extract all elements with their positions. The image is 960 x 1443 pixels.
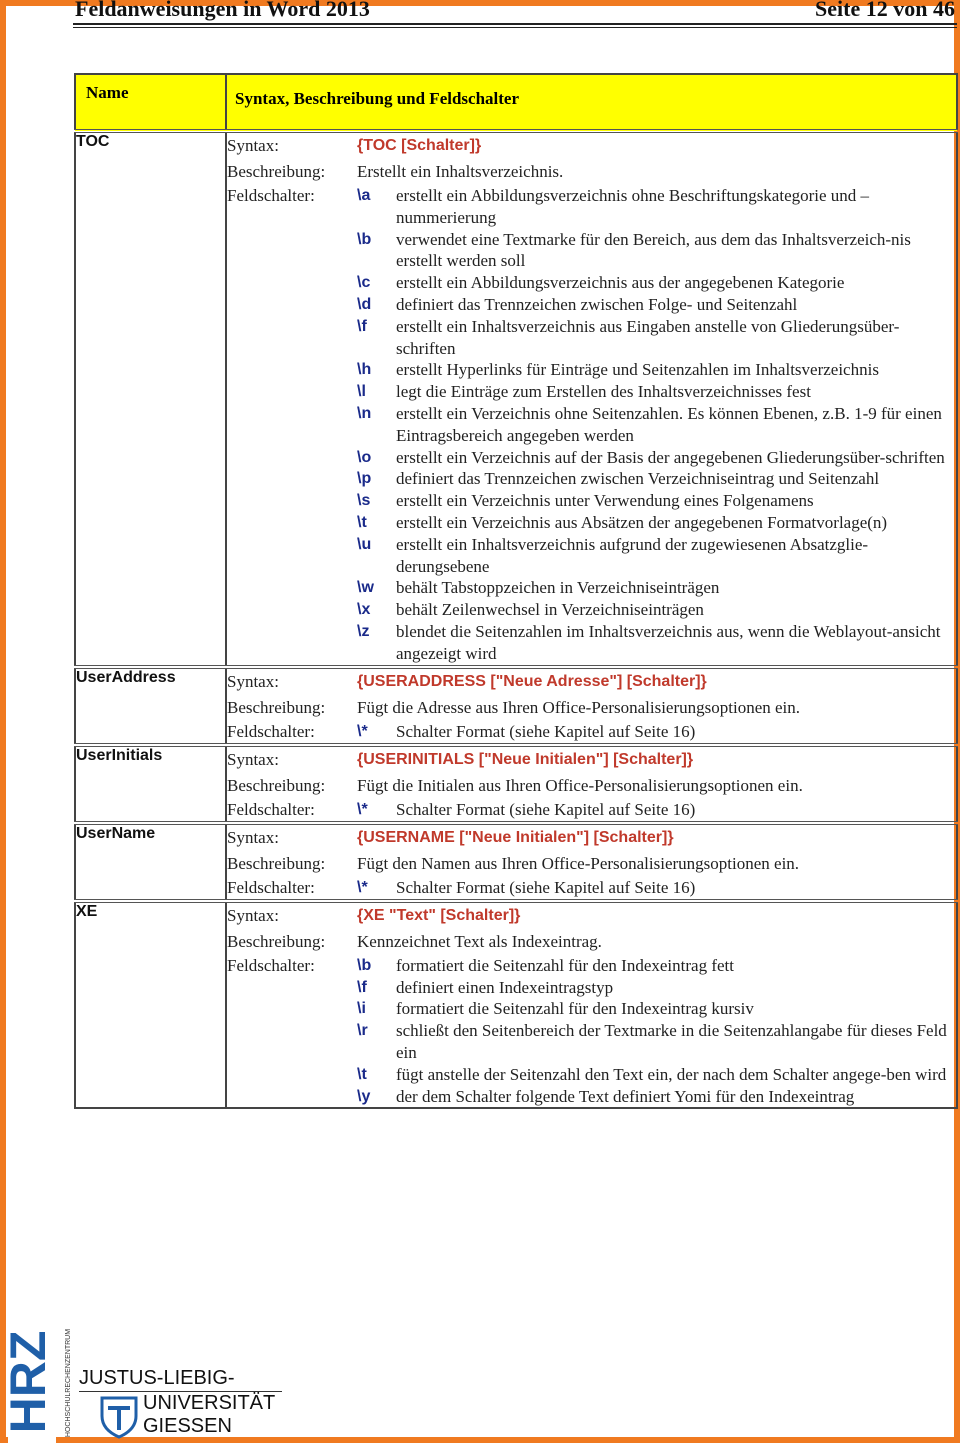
syntax-value: {USERNAME ["Neue Initialen"] [Schalter]} [357, 828, 674, 846]
switch-item [357, 599, 956, 621]
switch-key: \* [357, 800, 368, 818]
field-details [226, 901, 957, 1109]
switch-item [357, 468, 956, 490]
description-label: Beschreibung: [227, 697, 326, 717]
switch-line [227, 447, 956, 469]
switch-key: \n [357, 404, 372, 422]
table-row [75, 901, 957, 1109]
switch-line [227, 359, 956, 381]
switches-label: Feldschalter: [227, 877, 315, 897]
switch-description: formatiert die Seitenzahl für den Indexeintrag fett [396, 955, 734, 975]
description-label: Beschreibung: [227, 931, 326, 951]
description-line [227, 929, 956, 955]
switch-description: erstellt ein Verzeichnis auf der Basis der angegebenen Gliederungsüber-schriften [396, 447, 945, 467]
switch-line [227, 599, 956, 621]
switch-description: legt die Einträge zum Erstellen des Inhaltsverzeichnisses fest [396, 382, 811, 402]
switch-description: erstellt Hyperlinks für Einträge und Seitenzahlen im Inhaltsverzeichnis [396, 360, 879, 380]
switch-line [227, 272, 956, 294]
switch-description: der dem Schalter folgende Text definiert Yomi für den Indexeintrag [396, 1086, 855, 1106]
description-line [227, 695, 956, 721]
syntax-line [227, 669, 956, 695]
syntax-value: {XE "Text" [Schalter]} [357, 906, 521, 924]
table-row [75, 823, 957, 901]
switch-item [357, 403, 956, 447]
switches-label-spacer [227, 599, 357, 621]
switch-description: behält Zeilenwechsel in Verzeichniseinträgen [396, 600, 704, 620]
logo-vertical-caption [62, 1328, 74, 1438]
switch-line [227, 721, 956, 743]
description-line [227, 773, 956, 799]
switches-label: Feldschalter: [227, 186, 315, 205]
switches-label-spacer [227, 294, 357, 316]
switch-line [227, 998, 956, 1020]
switch-item [357, 294, 956, 316]
switch-line [227, 799, 956, 821]
switch-item [357, 272, 956, 294]
table-row [75, 745, 957, 823]
switch-key: \o [357, 448, 372, 466]
switch-line [227, 1020, 956, 1064]
switch-line [227, 185, 956, 229]
description-label: Beschreibung: [227, 162, 326, 181]
switch-key: \b [357, 230, 372, 248]
switch-description: formatiert die Seitenzahl für den Indexeintrag kursiv [396, 999, 754, 1019]
switch-line [227, 403, 956, 447]
page-header [75, 0, 955, 22]
switch-line [227, 1086, 956, 1108]
page-number: Seite 12 von 46 [815, 0, 955, 21]
switch-item [357, 359, 956, 381]
switches-label-spacer [227, 403, 357, 447]
description-value: Kennzeichnet Text als Indexeintrag. [357, 931, 602, 951]
switches-label-spacer [227, 272, 357, 294]
table-row [75, 131, 957, 667]
switches-label-spacer [227, 490, 357, 512]
switch-key: \r [357, 1022, 368, 1040]
switch-item [357, 490, 956, 512]
switch-item [357, 185, 956, 229]
description-value: Fügt die Initialen aus Ihren Office-Personalisierungsoptionen ein. [357, 775, 803, 795]
field-details [226, 823, 957, 901]
field-table [74, 73, 958, 1109]
field-details [226, 745, 957, 823]
switch-key: \y [357, 1087, 371, 1105]
syntax-line [227, 903, 956, 929]
switch-item [357, 977, 956, 999]
switch-line [227, 468, 956, 490]
switches-label-spacer [227, 621, 357, 665]
switch-key: \f [357, 317, 367, 335]
document-title: Feldanweisungen in Word 2013 [75, 0, 370, 21]
switch-key: \l [357, 383, 366, 401]
switch-key: \d [357, 295, 372, 313]
switch-item [357, 721, 956, 743]
switches-label: Feldschalter: [227, 799, 315, 819]
switch-key: \s [357, 492, 371, 510]
switch-line [227, 381, 956, 403]
switch-description: definiert einen Indexeintragstyp [396, 977, 614, 997]
university-name-line1: JUSTUS-LIEBIG- [79, 1367, 235, 1389]
field-details [226, 667, 957, 745]
switch-item [357, 512, 956, 534]
switches-label-spacer [227, 381, 357, 403]
switch-key: \* [357, 722, 368, 740]
switch-line [227, 1064, 956, 1086]
switch-line [227, 316, 956, 360]
switches-label-spacer [227, 534, 357, 578]
switch-description: erstellt ein Verzeichnis aus Absätzen der angegebenen Formatvorlage(n) [396, 512, 888, 532]
switch-description: erstellt ein Verzeichnis ohne Seitenzahlen. Es können Ebenen, z.B. 1-9 für einen Eintragsbereich angegeben werden [396, 403, 942, 445]
switch-key: \i [357, 1000, 366, 1018]
switch-item [357, 229, 956, 273]
switch-key: \z [357, 622, 370, 640]
switch-key: \h [357, 361, 372, 379]
syntax-label: Syntax: [227, 136, 279, 155]
description-value: Fügt die Adresse aus Ihren Office-Personalisierungsoptionen ein. [357, 697, 801, 717]
switch-line [227, 534, 956, 578]
switch-key: \u [357, 535, 372, 553]
switch-description: erstellt ein Inhaltsverzeichnis aufgrund der zugewiesenen Absatzglie-derungsebene [396, 534, 869, 576]
switch-item [357, 877, 956, 899]
description-line [227, 159, 956, 185]
switch-description: verwendet eine Textmarke für den Bereich, aus dem das Inhaltsverzeich-nis erstellt werden soll [396, 229, 911, 271]
switches-label-spacer [227, 468, 357, 490]
logo-letters: HRZ [0, 1330, 57, 1434]
switches-label: Feldschalter: [227, 721, 315, 741]
switch-item [357, 998, 956, 1020]
switch-key: \w [357, 579, 374, 597]
switches-label-spacer [227, 577, 357, 599]
syntax-label: Syntax: [227, 749, 279, 769]
switch-line [227, 877, 956, 899]
switch-line [227, 621, 956, 665]
syntax-label: Syntax: [227, 905, 279, 925]
column-header-syntax: Syntax, Beschreibung und Feldschalter [226, 74, 957, 131]
switch-description: blendet die Seitenzahlen im Inhaltsverzeichnis aus, wenn die Weblayout-ansicht angezeigt wird [396, 621, 941, 663]
switch-description: behält Tabstoppzeichen in Verzeichniseinträgen [396, 578, 720, 598]
switch-description: erstellt ein Verzeichnis unter Verwendung eines Folgenamens [396, 491, 814, 511]
syntax-label: Syntax: [227, 671, 279, 691]
switches-label-spacer [227, 447, 357, 469]
description-label: Beschreibung: [227, 775, 326, 795]
university-crest-icon [100, 1396, 138, 1438]
switch-line [227, 294, 956, 316]
switch-key: \x [357, 601, 371, 619]
switch-line [227, 229, 956, 273]
switch-item [357, 1064, 956, 1086]
switch-description: definiert das Trennzeichen zwischen Verzeichniseintrag und Seitenzahl [396, 469, 880, 489]
header-rule [73, 23, 957, 25]
field-name: UserAddress [75, 667, 226, 745]
switches-label-spacer [227, 229, 357, 273]
switches-label-spacer [227, 1086, 357, 1108]
switch-item [357, 447, 956, 469]
switch-item [357, 621, 956, 665]
university-name-line2: UNIVERSITÄT [143, 1392, 276, 1414]
switch-line [227, 490, 956, 512]
field-name: UserName [75, 823, 226, 901]
switches-label-spacer [227, 1064, 357, 1086]
field-name: XE [75, 901, 226, 1109]
field-details [226, 131, 957, 667]
switch-item [357, 577, 956, 599]
header-rule-thin [73, 27, 957, 28]
switches-label-spacer [227, 316, 357, 360]
switch-line [227, 977, 956, 999]
syntax-line [227, 133, 956, 159]
syntax-value: {USERADDRESS ["Neue Adresse"] [Schalter]} [357, 672, 707, 690]
switches-label-spacer [227, 977, 357, 999]
switch-description: Schalter Format (siehe Kapitel auf Seite 16) [396, 799, 696, 819]
switch-key: \f [357, 978, 367, 996]
switch-key: \c [357, 274, 371, 292]
switch-description: definiert das Trennzeichen zwischen Folge- und Seitenzahl [396, 294, 798, 314]
switch-key: \a [357, 187, 371, 204]
description-value: Erstellt ein Inhaltsverzeichnis. [357, 162, 564, 181]
switch-key: \* [357, 878, 368, 896]
switch-item [357, 1020, 956, 1064]
switch-description: Schalter Format (siehe Kapitel auf Seite 16) [396, 877, 696, 897]
syntax-value: {USERINITIALS ["Neue Initialen"] [Schalter]} [357, 750, 694, 768]
switch-item [357, 316, 956, 360]
field-name: TOC [75, 131, 226, 667]
table-header-row [75, 74, 957, 131]
switches-label-spacer [227, 512, 357, 534]
switch-line [227, 512, 956, 534]
switch-key: \p [357, 470, 372, 488]
switch-key: \t [357, 513, 367, 531]
column-header-name: Name [75, 74, 226, 131]
switch-key: \t [357, 1065, 367, 1083]
syntax-line [227, 825, 956, 851]
description-line [227, 851, 956, 877]
logo-vertical-text: HOCHSCHULRECHENZENTRUM [64, 1328, 72, 1438]
table-row [75, 667, 957, 745]
description-label: Beschreibung: [227, 853, 326, 873]
description-value: Fügt den Namen aus Ihren Office-Personalisierungsoptionen ein. [357, 853, 800, 873]
switch-line [227, 955, 956, 977]
switch-description: schließt den Seitenbereich der Textmarke in die Seitenzahlangabe für dieses Feld ein [396, 1021, 947, 1062]
switch-item [357, 1086, 956, 1108]
switch-description: erstellt ein Abbildungsverzeichnis ohne Beschriftungskategorie und –nummerierung [396, 186, 870, 227]
switch-line [227, 577, 956, 599]
hrz-logo-icon [0, 1322, 57, 1443]
switches-label-spacer [227, 998, 357, 1020]
switch-description: erstellt ein Abbildungsverzeichnis aus der angegebenen Kategorie [396, 273, 845, 293]
switch-description: fügt anstelle der Seitenzahl den Text ein, der nach dem Schalter angege-ben wird [396, 1064, 947, 1084]
syntax-line [227, 747, 956, 773]
switch-description: Schalter Format (siehe Kapitel auf Seite 16) [396, 721, 696, 741]
syntax-value: {TOC [Schalter]} [357, 137, 482, 154]
switch-item [357, 381, 956, 403]
switch-item [357, 799, 956, 821]
university-name-line3: GIESSEN [143, 1415, 232, 1437]
switches-label-spacer [227, 359, 357, 381]
syntax-label: Syntax: [227, 827, 279, 847]
field-name: UserInitials [75, 745, 226, 823]
switch-key: \b [357, 956, 372, 974]
switch-item [357, 955, 956, 977]
switch-item [357, 534, 956, 578]
switch-description: erstellt ein Inhaltsverzeichnis aus Eingaben anstelle von Gliederungsüber-schriften [396, 316, 900, 358]
switches-label-spacer [227, 1020, 357, 1064]
switches-label: Feldschalter: [227, 955, 315, 975]
